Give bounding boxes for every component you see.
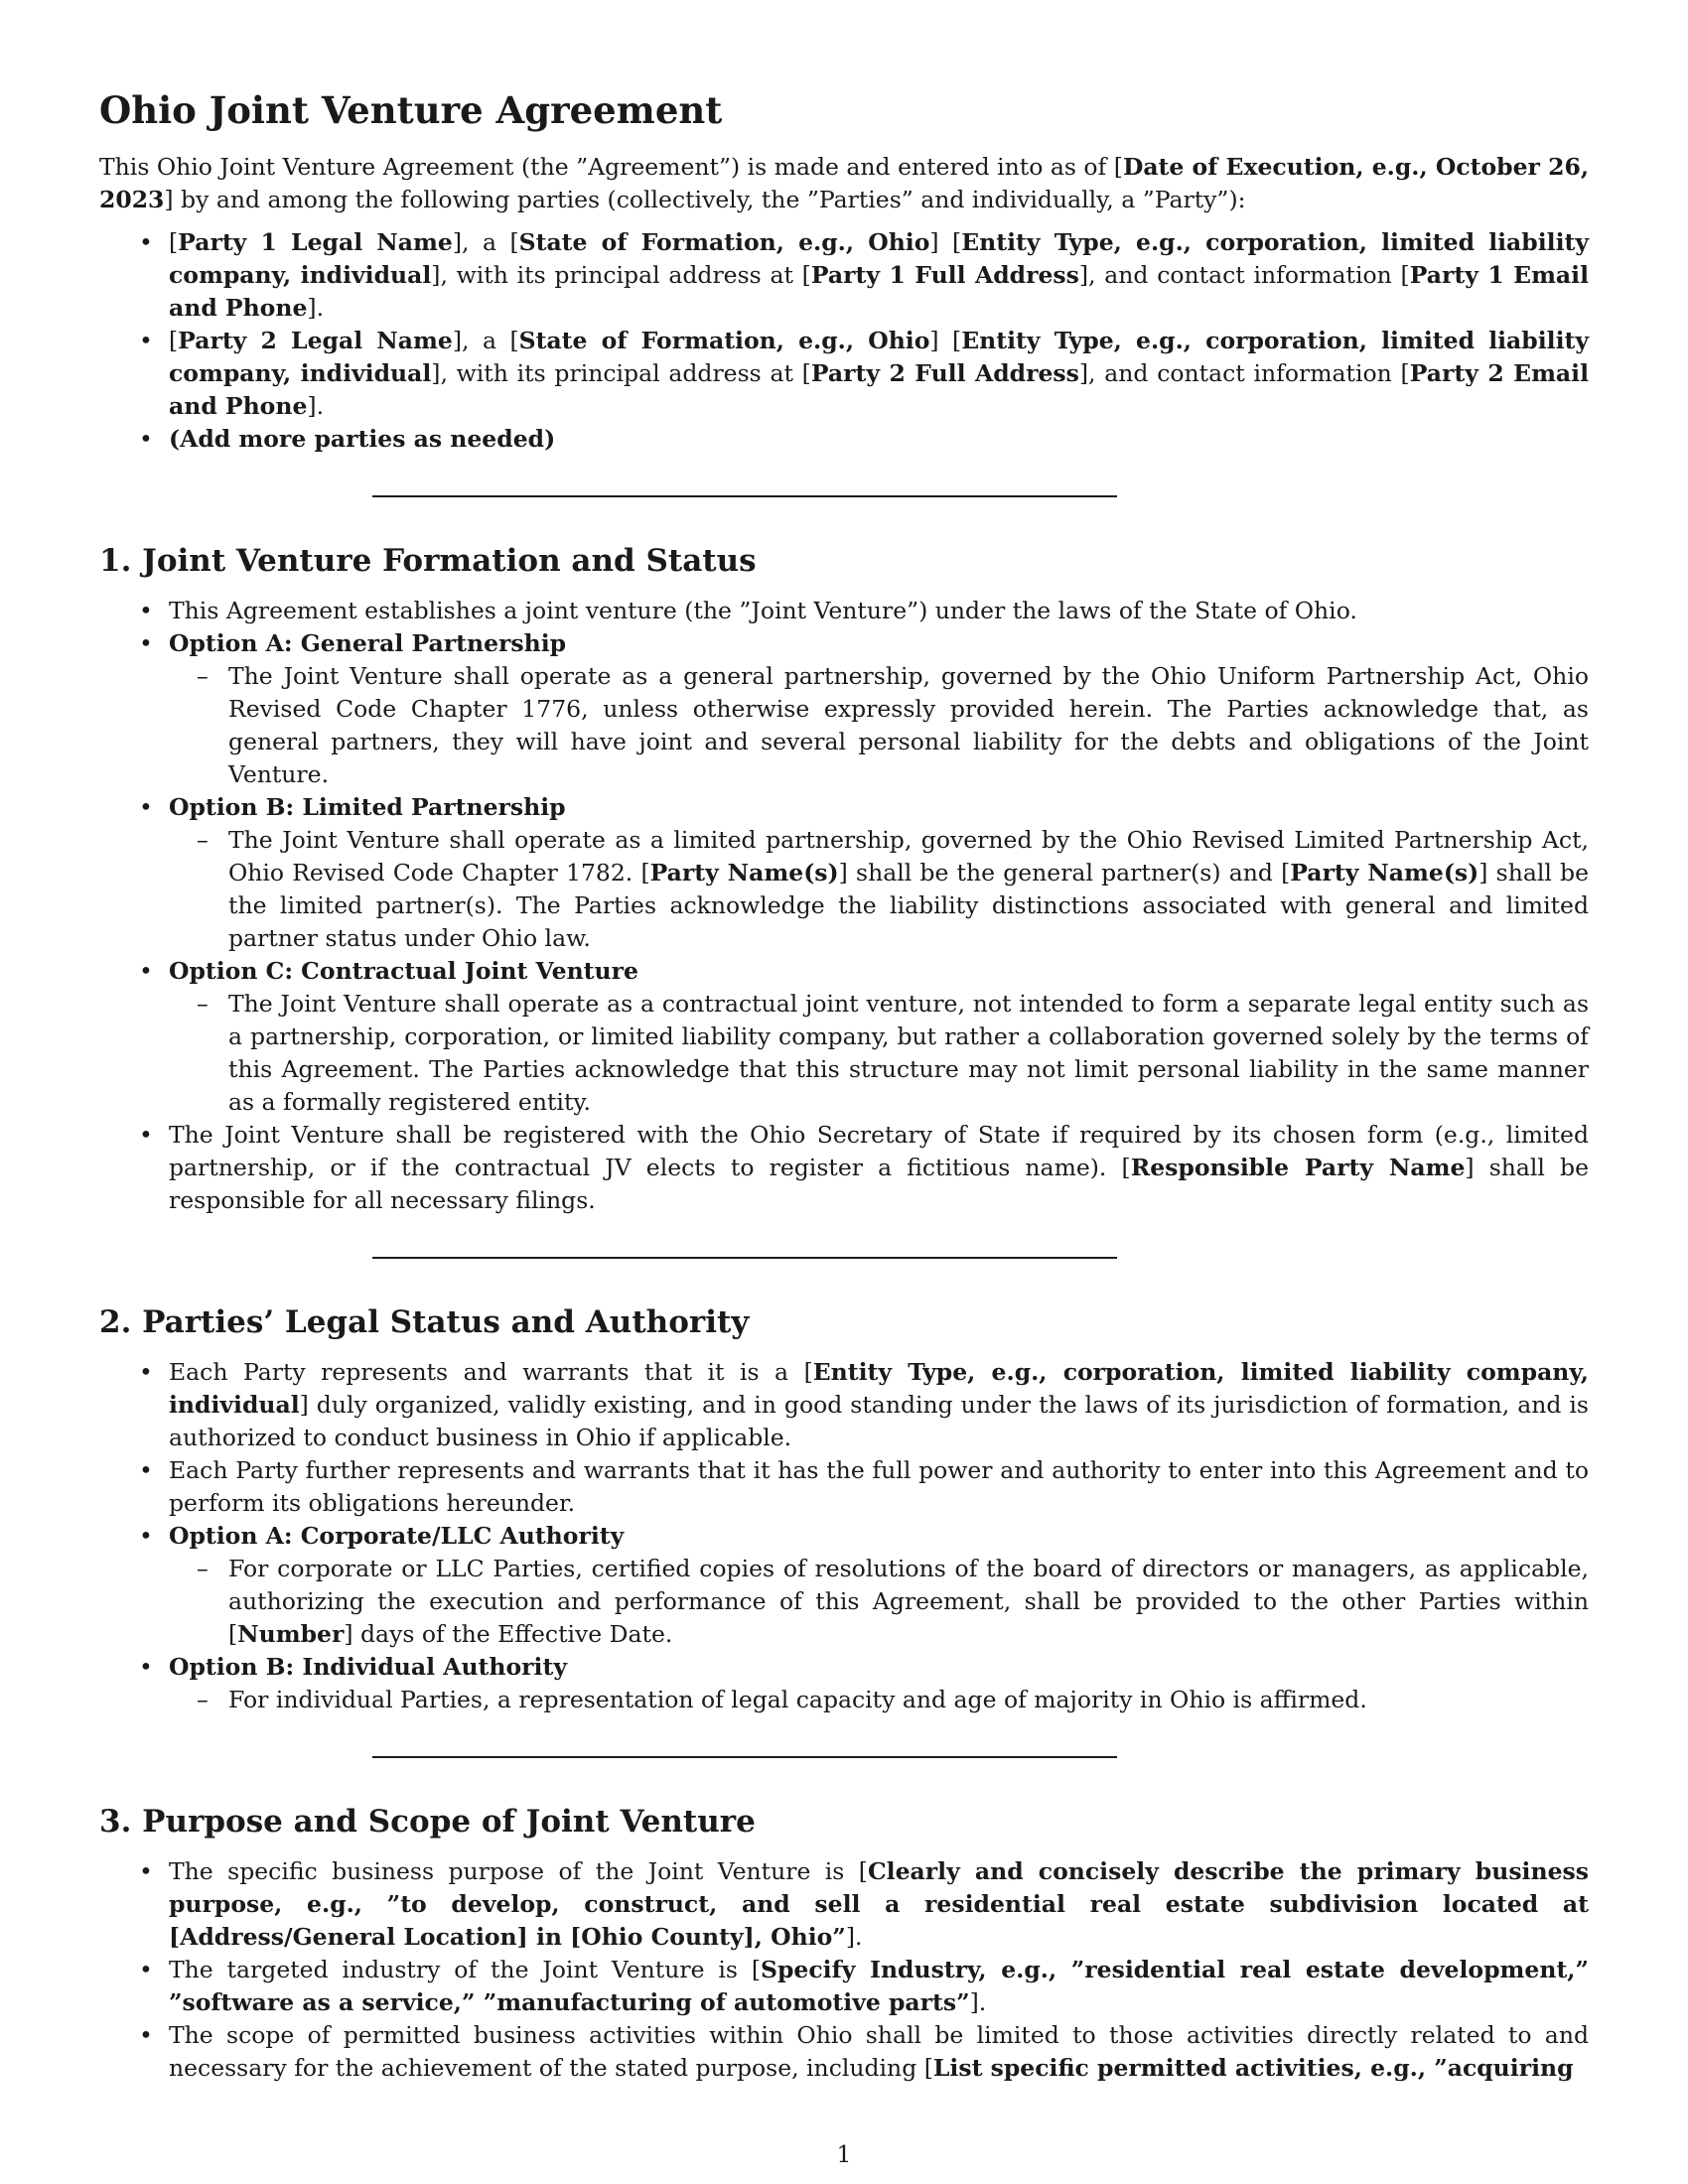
placeholder: Number (237, 1620, 345, 1648)
document-body (99, 87, 1589, 2085)
party-item (99, 423, 1589, 456)
sub-list-item (169, 1553, 1589, 1651)
section-divider (372, 1257, 1117, 1259)
item-text: ]. (845, 1923, 863, 1951)
option-title: Option B: Limited Partnership (169, 793, 566, 821)
party-item: • [Party 1 Legal Name], a [State of Formation, e.g., Ohio] [Entity Type, e.g., corporation, limited liability company, individual], with its principal address at [Party 1 Full Address], and contact information [Party 1 Email and Phone]. (99, 226, 1589, 325)
sub-list (169, 824, 1589, 955)
list-item (99, 1520, 1589, 1651)
party-type-placeholder: Entity Type, e.g., corporation, limited liability company, individual (169, 327, 1590, 387)
party-address-placeholder: Party 1 Full Address (810, 261, 1079, 289)
placeholder: Entity Type, e.g., corporation, limited liability company, individual (169, 1358, 1589, 1419)
sub-list (169, 988, 1589, 1119)
item-text: The specific business purpose of the Joint Venture is [ (169, 1857, 868, 1885)
placeholder: Party Name(s) (649, 859, 839, 887)
party-text: ], and contact information [ (1078, 359, 1410, 387)
placeholder: Specify Industry, e.g., ”residential real estate development,” ”software as a service,” ”manufacturing of automotive parts” (169, 1956, 1589, 2016)
sub-list-item: – The Joint Venture shall operate as a contractual joint venture, not intended to form a separate legal entity such as a partnership, corporation, or limited liability company, but rather a collaboration governed solely by the terms of this Agreement. The Parties acknowledge that this structure may not limit personal liability in the same manner as a formally registered entity. (169, 988, 1589, 1119)
party-text: ] [ (929, 228, 962, 256)
list-item (99, 791, 1589, 955)
list-item (99, 2019, 1589, 2085)
intro-paragraph (99, 151, 1589, 216)
page-number: 1 (836, 2140, 852, 2168)
intro-text: This Ohio Joint Venture Agreement (the ”Agreement”) is made and entered into as of [ (99, 153, 1123, 181)
option-title: Option C: Contractual Joint Venture (169, 957, 638, 985)
section-1-list (99, 595, 1589, 1217)
item-text: ]. (969, 1988, 987, 2016)
party-state-placeholder: State of Formation, e.g., Ohio (518, 327, 930, 354)
list-item (99, 1651, 1589, 1716)
section-1-heading: 1. Joint Venture Formation and Status (99, 543, 757, 579)
party-contact-placeholder: Party 1 Email and Phone (169, 261, 1590, 322)
item-text: The targeted industry of the Joint Venture is [ (169, 1956, 762, 1983)
list-item (99, 1356, 1589, 1454)
item-text: ] days of the Effective Date. (344, 1620, 673, 1648)
item-text: For corporate or LLC Parties, certified copies of resolutions of the board of directors or managers, as applicable, authorizing the execution and performance of this Agreement, shall be provided to the other Parties within [ (228, 1555, 1589, 1648)
party-item: • [Party 2 Legal Name], a [State of Formation, e.g., Ohio] [Entity Type, e.g., corporation, limited liability company, individual], with its principal address at [Party 2 Full Address], and contact information [Party 2 Email and Phone]. (99, 325, 1589, 423)
list-item: • This Agreement establishes a joint venture (the ”Joint Venture”) under the laws of the State of Ohio. (99, 595, 1589, 627)
list-item: • Each Party further represents and warrants that it has the full power and authority to enter into this Agreement and to perform its obligations hereunder. (99, 1454, 1589, 1520)
option-title: Option A: General Partnership (169, 629, 567, 657)
placeholder: Clearly and concisely describe the primary business purpose, e.g., ”to develop, construct, and sell a residential real estate subdivision located at [Address/General Location] in [Ohio County], Ohio” (169, 1857, 1589, 1951)
sub-list-item: – For individual Parties, a representation of legal capacity and age of majority in Ohio is affirmed. (169, 1684, 1589, 1716)
add-parties-note: (Add more parties as needed) (169, 425, 556, 453)
party-text: ], and contact information [ (1078, 261, 1410, 289)
party-text: ], a [ (452, 228, 519, 256)
party-contact-placeholder: Party 2 Email and Phone (169, 359, 1590, 420)
placeholder: Responsible Party Name (1130, 1154, 1466, 1181)
party-text: ], with its principal address at [ (431, 359, 811, 387)
placeholder: List specific permitted activities, e.g., ”acquiring (932, 2054, 1574, 2082)
item-text: ] shall be the limited partner(s). The Parties acknowledge the liability distinctions associated with general and limited partner status under Ohio law. (228, 859, 1589, 952)
date-placeholder: Date of Execution, e.g., October 26, 2023 (99, 153, 1589, 213)
section-divider (372, 1756, 1117, 1758)
sub-list (169, 660, 1589, 791)
item-text: ] shall be responsible for all necessary filings. (169, 1154, 1589, 1214)
party-text: ]. (307, 294, 325, 322)
list-item (99, 1954, 1589, 2019)
parties-list (99, 226, 1589, 456)
item-text: The scope of permitted business activities within Ohio shall be limited to those activities directly related to and necessary for the achievement of the stated purpose, including [ (169, 2021, 1589, 2082)
item-text: The Joint Venture shall be registered with the Ohio Secretary of State if required by its chosen form (e.g., limited partnership, or if the contractual JV elects to register a fictitious name). [ (169, 1121, 1589, 1181)
item-text: ] duly organized, validly existing, and in good standing under the laws of its jurisdiction of formation, and is authorized to conduct business in Ohio if applicable. (169, 1391, 1589, 1451)
list-item (99, 1855, 1589, 1954)
sub-list (169, 1553, 1589, 1651)
section-2-list (99, 1356, 1589, 1716)
section-3-list (99, 1855, 1589, 2085)
item-text: The Joint Venture shall operate as a limited partnership, governed by the Ohio Revised Limited Partnership Act, Ohio Revised Code Chapter 1782. [ (228, 826, 1589, 887)
party-address-placeholder: Party 2 Full Address (810, 359, 1079, 387)
sub-list-item (169, 824, 1589, 955)
party-text: ], a [ (452, 327, 519, 354)
sub-list (169, 1684, 1589, 1716)
section-3-heading: 3. Purpose and Scope of Joint Venture (99, 1804, 756, 1840)
party-state-placeholder: State of Formation, e.g., Ohio (518, 228, 930, 256)
party-name-placeholder: Party 1 Legal Name (178, 228, 453, 256)
party-type-placeholder: Entity Type, e.g., corporation, limited liability company, individual (169, 228, 1590, 289)
list-item (99, 627, 1589, 791)
sub-list-item: – The Joint Venture shall operate as a general partnership, governed by the Ohio Uniform Partnership Act, Ohio Revised Code Chapter 1776, unless otherwise expressly provided herein. The Parties acknowledge that, as general partners, they will have joint and several personal liability for the debts and obligations of the Joint Venture. (169, 660, 1589, 791)
item-text: Each Party represents and warrants that it is a [ (169, 1358, 813, 1386)
placeholder: Party Name(s) (1290, 859, 1479, 887)
party-name-placeholder: Party 2 Legal Name (178, 327, 453, 354)
list-item (99, 1119, 1589, 1217)
document-title: Ohio Joint Venture Agreement (99, 88, 723, 132)
item-text: ] shall be the general partner(s) and [ (838, 859, 1291, 887)
option-title: Option A: Corporate/LLC Authority (169, 1522, 625, 1550)
party-text: ]. (307, 392, 325, 420)
option-title: Option B: Individual Authority (169, 1653, 567, 1681)
section-2-heading: 2. Parties’ Legal Status and Authority (99, 1304, 750, 1340)
party-text: ], with its principal address at [ (431, 261, 811, 289)
list-item (99, 955, 1589, 1119)
section-divider (372, 495, 1117, 497)
intro-text: ] by and among the following parties (collectively, the ”Parties” and individually, a ”Party”): (164, 186, 1246, 213)
party-text: ] [ (929, 327, 962, 354)
